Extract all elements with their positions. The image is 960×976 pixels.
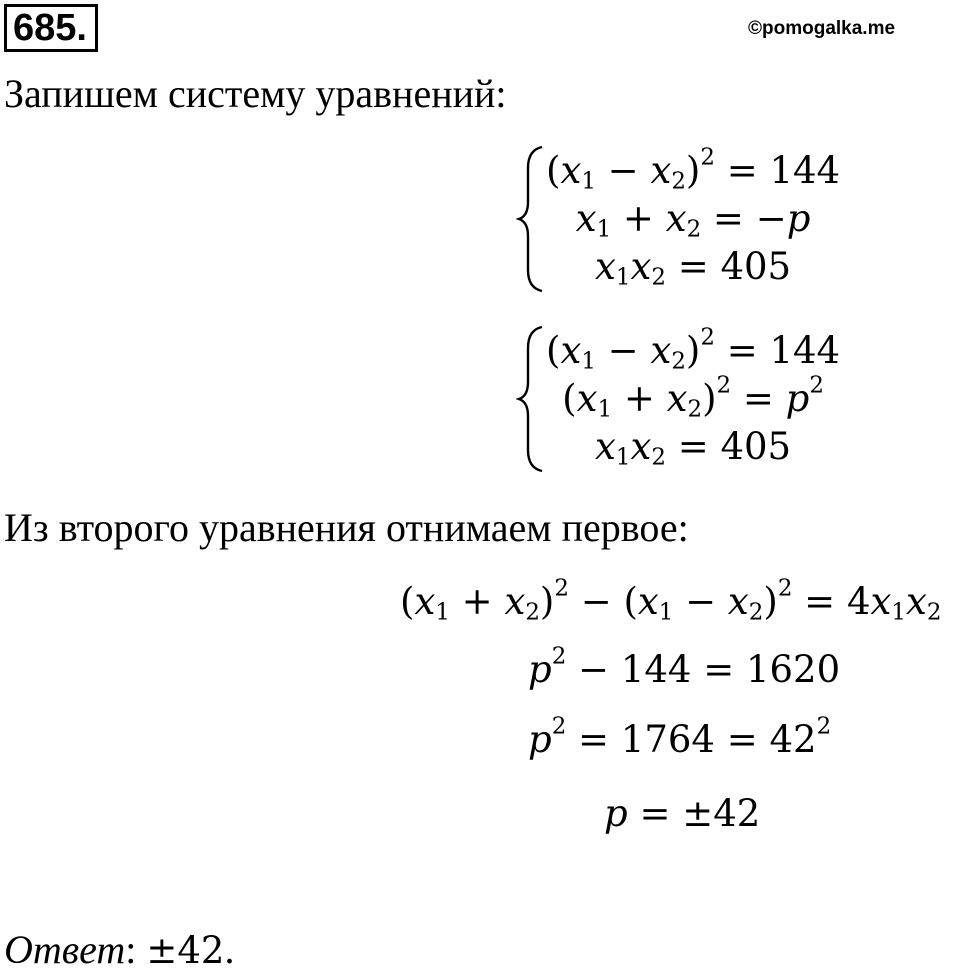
derivation-equation-2: $p^2 - 144 = 1620$ — [528, 643, 841, 691]
derivation-equation-1: $(x_1 + x_2)^2 - (x_1 - x_2)^2 = 4x_1x_2$ — [400, 575, 942, 626]
equation-system-2 — [516, 324, 840, 474]
equation-system-1 — [516, 144, 840, 294]
intro-text: Запишем систему уравнений: — [4, 71, 507, 116]
watermark: ©pomogalka.me — [748, 18, 896, 39]
middle-text: Из второго уравнения отнимаем первое: — [4, 505, 689, 550]
answer-line: Ответ: ±42. — [4, 927, 235, 972]
system1-equation-1: $(x_1 - x_2)^2 = 144$ — [546, 144, 841, 195]
left-brace-icon — [516, 324, 546, 474]
system2-equation-2: $(x_1 + x_2)^2 = p^2$ — [562, 372, 824, 423]
left-brace-icon — [516, 144, 546, 294]
system2-equation-1: $(x_1 - x_2)^2 = 144$ — [546, 324, 841, 375]
problem-number: 685. — [4, 4, 98, 52]
derivation-equation-3: $p^2 = 1764 = 42^2$ — [528, 713, 832, 761]
system1-equation-3: $x_1x_2 = 405$ — [595, 245, 792, 291]
answer-value: ±42 — [146, 929, 225, 972]
derivation-equation-4: p = ±42 — [604, 792, 761, 835]
system1-equation-2: $x_1 + x_2 = -p$ — [575, 197, 811, 243]
answer-label: Ответ — [4, 927, 126, 972]
system2-equation-3: $x_1x_2 = 405$ — [595, 425, 792, 471]
